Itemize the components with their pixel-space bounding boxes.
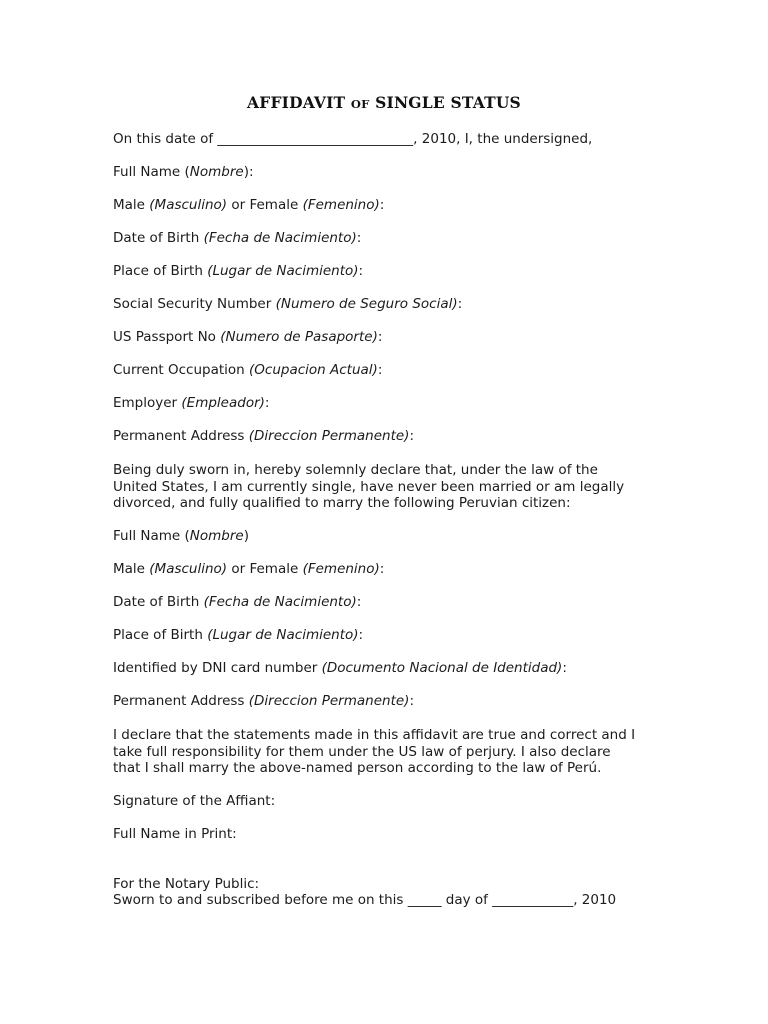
- fiance-address: [113, 693, 653, 710]
- field-label-es: (Masculino): [149, 197, 228, 213]
- field-label-es: (Femenino): [302, 561, 380, 577]
- field-label-end: :: [264, 395, 270, 411]
- field-label-es: Nombre: [189, 528, 244, 544]
- field-label-end: :: [358, 263, 364, 279]
- field-label-end: :: [356, 594, 362, 610]
- affiant-pob: [113, 263, 653, 280]
- fiance-full-name: [113, 528, 653, 545]
- affiant-full-name: [113, 164, 653, 181]
- field-label: Male: [113, 561, 150, 577]
- field-label-end: :: [358, 627, 364, 643]
- field-label-es: (Ocupacion Actual): [249, 362, 378, 378]
- affiant-sex: [113, 197, 653, 214]
- field-label: Place of Birth: [113, 627, 208, 643]
- affiant-ssn: [113, 296, 653, 313]
- field-label-end: ):: [243, 164, 254, 180]
- title-part-1: AFFIDAVIT: [247, 93, 346, 112]
- field-label: or Female: [227, 197, 303, 213]
- document-title: [0, 93, 768, 112]
- field-label-end: :: [457, 296, 463, 312]
- field-label-end: :: [356, 230, 362, 246]
- notary-line: Sworn to and subscribed before me on this _____ day of ____________, 2010: [113, 892, 617, 908]
- field-label-end: :: [409, 693, 415, 709]
- statement-line: I declare that the statements made in this affidavit are true and correct and I: [113, 727, 636, 743]
- field-label: Place of Birth: [113, 263, 208, 279]
- field-label: Current Occupation: [113, 362, 250, 378]
- affiant-employer: [113, 395, 653, 412]
- field-label-es: (Lugar de Nacimiento): [207, 627, 359, 643]
- field-label-es: (Direccion Permanente): [248, 428, 410, 444]
- field-label-es: (Numero de Pasaporte): [220, 329, 378, 345]
- field-label: Permanent Address: [113, 693, 249, 709]
- affiant-address: [113, 428, 653, 445]
- field-label-es: (Documento Nacional de Identidad): [321, 660, 563, 676]
- statement-line: that I shall marry the above-named person according to the law of Perú.: [113, 760, 602, 776]
- title-part-2: SINGLE STATUS: [375, 93, 521, 112]
- field-label-end: :: [409, 428, 415, 444]
- affiant-passport: [113, 329, 653, 346]
- field-label: or Female: [227, 561, 303, 577]
- field-label: Social Security Number: [113, 296, 276, 312]
- field-label-end: :: [562, 660, 567, 676]
- field-label: Male: [113, 197, 150, 213]
- field-label-end: :: [379, 197, 385, 213]
- field-label: Full Name (: [113, 164, 190, 180]
- fiance-dni: [113, 660, 653, 677]
- field-label: Permanent Address: [113, 428, 249, 444]
- title-of: OF: [350, 97, 370, 111]
- field-label-end: ): [243, 528, 249, 544]
- field-label: Date of Birth: [113, 594, 204, 610]
- field-label-es: (Fecha de Nacimiento): [203, 230, 357, 246]
- declaration-line: Being duly sworn in, hereby solemnly declare that, under the law of the: [113, 462, 598, 478]
- field-label: Identified by DNI card number: [113, 660, 322, 676]
- fiance-sex: [113, 561, 653, 578]
- field-label-end: :: [379, 561, 385, 577]
- field-label-es: (Lugar de Nacimiento): [207, 263, 359, 279]
- fiance-pob: [113, 627, 653, 644]
- field-label: US Passport No: [113, 329, 221, 345]
- field-label-es: Nombre: [189, 164, 244, 180]
- declaration-line: divorced, and fully qualified to marry the following Peruvian citizen:: [113, 495, 571, 511]
- field-label-es: (Fecha de Nacimiento): [203, 594, 357, 610]
- field-label: Date of Birth: [113, 230, 204, 246]
- field-label-es: (Masculino): [149, 561, 228, 577]
- fiance-dob: [113, 594, 653, 611]
- field-label: Employer: [113, 395, 182, 411]
- notary-heading: For the Notary Public:: [113, 876, 260, 892]
- field-label-es: (Empleador): [181, 395, 265, 411]
- statement-line: take full responsibility for them under the US law of perjury. I also declare: [113, 744, 611, 760]
- field-label-end: :: [377, 329, 383, 345]
- field-label-end: :: [377, 362, 383, 378]
- declaration-line: United States, I am currently single, have never been married or am legally: [113, 479, 625, 495]
- field-label-es: (Direccion Permanente): [248, 693, 410, 709]
- signature-label: Signature of the Affiant:: [113, 793, 276, 809]
- affiant-occupation: [113, 362, 653, 379]
- field-label-es: (Femenino): [302, 197, 380, 213]
- affiant-dob: [113, 230, 653, 247]
- field-label-es: (Numero de Seguro Social): [275, 296, 458, 312]
- print-name-label: Full Name in Print:: [113, 826, 237, 842]
- intro-line: On this date of _____________________________, 2010, I, the undersigned,: [113, 131, 593, 147]
- field-label: Full Name (: [113, 528, 190, 544]
